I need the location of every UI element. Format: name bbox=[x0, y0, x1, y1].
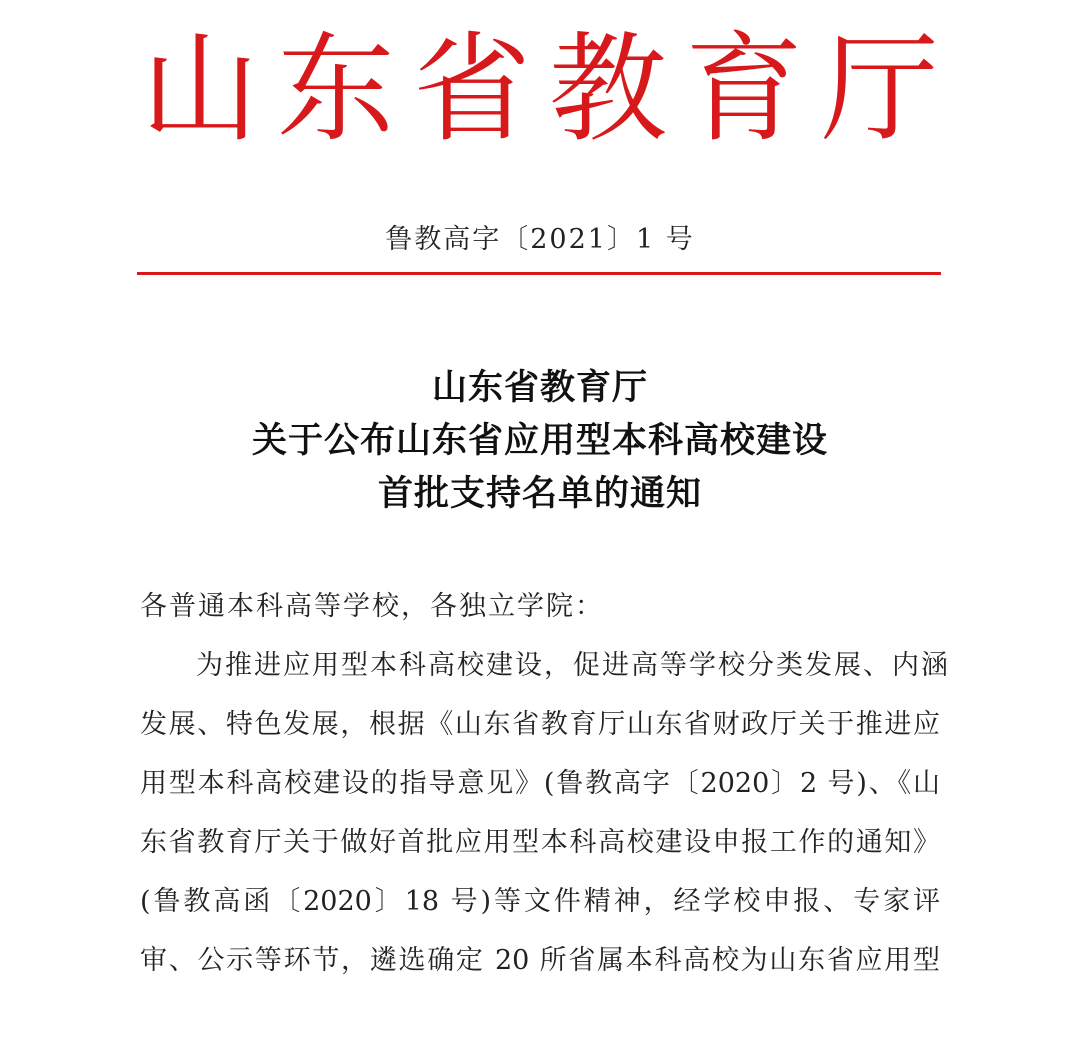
title-line-2: 关于公布山东省应用型本科高校建设 bbox=[251, 421, 828, 461]
title-line-1: 山东省教育厅 bbox=[431, 368, 648, 408]
body-line: 发展、特色发展，根据《山东省教育厅山东省财政厅关于推进应 bbox=[140, 709, 940, 740]
masthead-char: 省 bbox=[412, 20, 531, 158]
title-line-3: 首批支持名单的通知 bbox=[377, 474, 702, 514]
body-line: 东省教育厅关于做好首批应用型本科高校建设申报工作的通知》 bbox=[140, 827, 940, 858]
red-divider bbox=[137, 272, 941, 275]
body-line: 用型本科高校建设的指导意见》(鲁教高字〔2020〕2 号)、《山 bbox=[140, 768, 940, 799]
document-title bbox=[0, 362, 1080, 521]
body-line: 为推进应用型本科高校建设，促进高等学校分类发展、内涵 bbox=[196, 650, 950, 681]
salutation: 各普通本科高等学校，各独立学院： bbox=[140, 591, 604, 622]
document-number: 鲁教高字〔2021〕1 号 bbox=[385, 224, 695, 255]
masthead bbox=[140, 14, 940, 164]
masthead-char: 厅 bbox=[820, 20, 939, 158]
masthead-char: 东 bbox=[276, 20, 395, 158]
masthead-char: 山 bbox=[140, 20, 259, 158]
body-line: (鲁教高函〔2020〕18 号)等文件精神，经学校申报、专家评 bbox=[140, 886, 940, 917]
document-body bbox=[140, 580, 950, 993]
masthead-char: 教 bbox=[548, 20, 667, 158]
masthead-char: 育 bbox=[684, 20, 803, 158]
body-line: 审、公示等环节，遴选确定 20 所省属本科高校为山东省应用型 bbox=[140, 945, 940, 976]
